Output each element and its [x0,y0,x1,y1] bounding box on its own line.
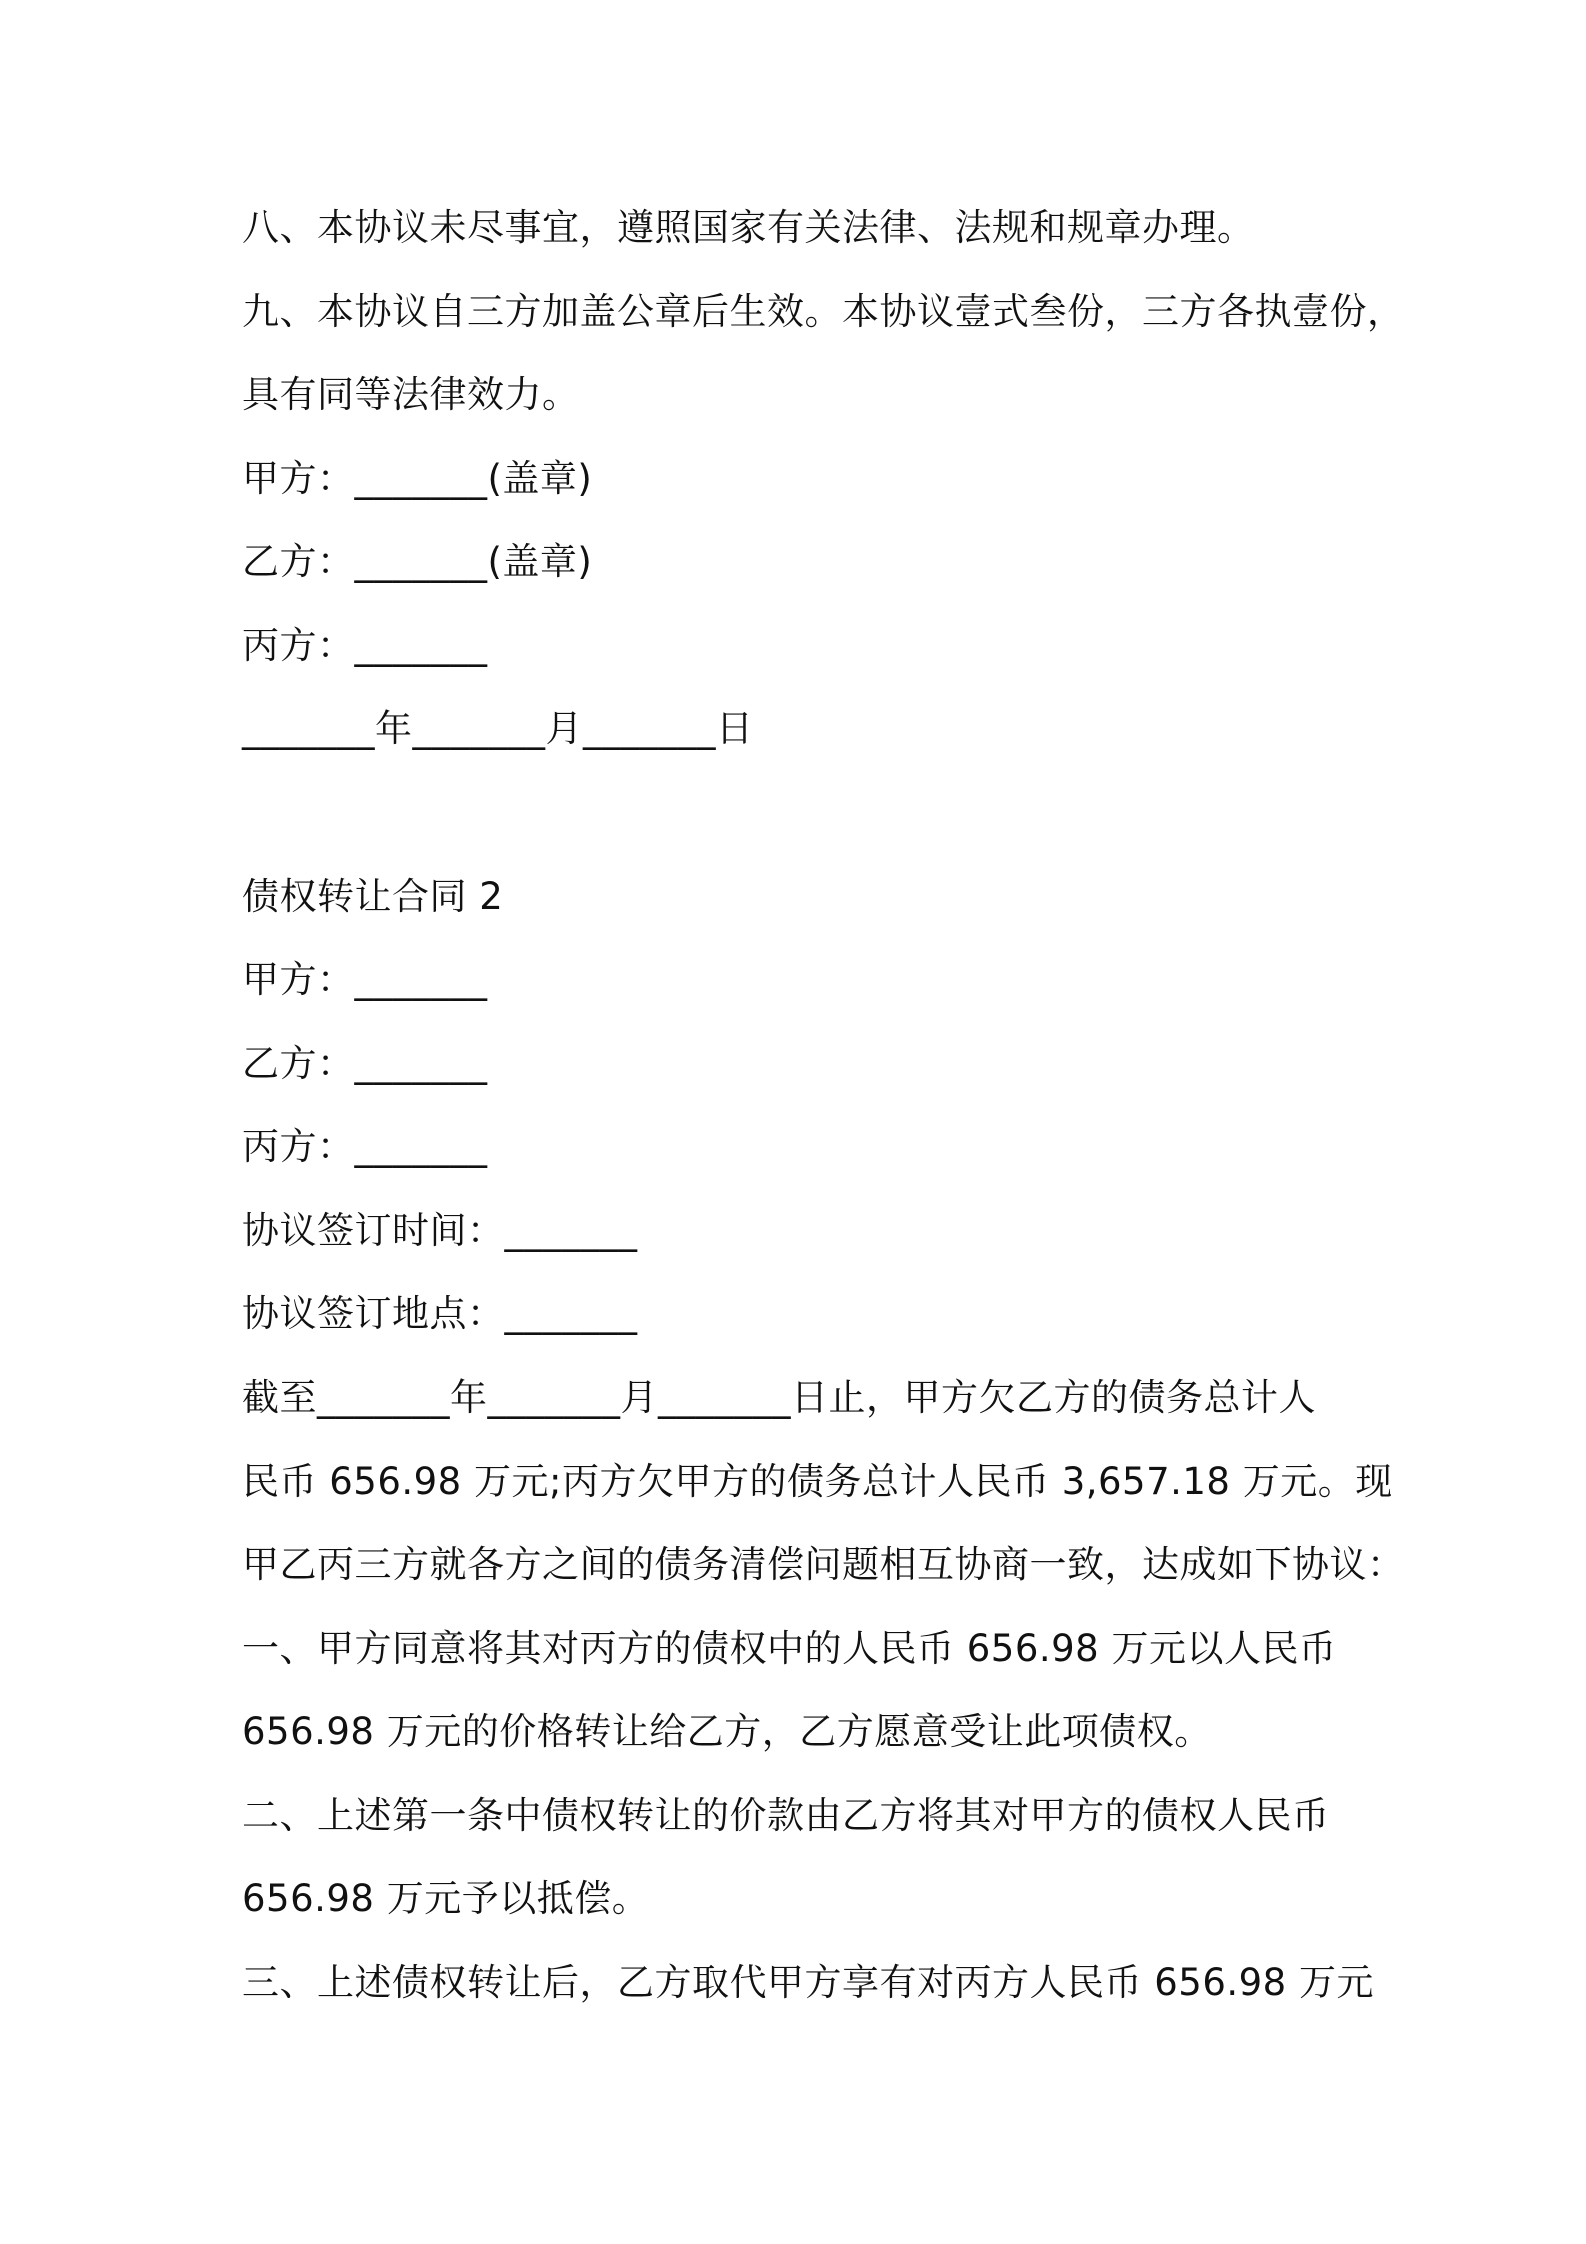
signing-time-line: 协议签订时间：_______ [242,1209,638,1252]
clause-9-line-1: 九、本协议自三方加盖公章后生效。本协议壹式叁份，三方各执壹份， [242,290,1405,333]
clause-1-line-1: 一、甲方同意将其对丙方的债权中的人民币 656.98 万元以人民币 [242,1627,1337,1670]
date-line: _______年_______月_______日 [242,707,754,750]
clause-2-line-1: 二、上述第一条中债权转让的价款由乙方将其对甲方的债权人民币 [242,1794,1330,1837]
party-a-line: 甲方：_______ [242,958,488,1001]
party-b-line: 乙方：_______ [242,1042,488,1085]
signing-place-line: 协议签订地点：_______ [242,1292,638,1335]
clause-1-line-2: 656.98 万元的价格转让给乙方，乙方愿意受让此项债权。 [242,1710,1212,1753]
preamble-line-2: 民币 656.98 万元;丙方欠甲方的债务总计人民币 3,657.18 万元。现 [242,1460,1393,1503]
clause-9-line-2: 具有同等法律效力。 [242,373,580,416]
preamble-line-3: 甲乙丙三方就各方之间的债务清偿问题相互协商一致，达成如下协议： [242,1543,1405,1586]
party-b-seal-line: 乙方：_______(盖章) [242,540,593,583]
clause-3-line-1: 三、上述债权转让后，乙方取代甲方享有对丙方人民币 656.98 万元 [242,1961,1374,2004]
party-c-line: 丙方：_______ [242,624,488,667]
contract-title: 债权转让合同 2 [242,875,504,918]
preamble-line-1: 截至_______年_______月_______日止，甲方欠乙方的债务总计人 [242,1376,1316,1419]
clause-2-line-2: 656.98 万元予以抵偿。 [242,1877,650,1920]
party-a-seal-line: 甲方：_______(盖章) [242,457,593,500]
party-c-line-2: 丙方：_______ [242,1125,488,1168]
clause-8: 八、本协议未尽事宜，遵照国家有关法律、法规和规章办理。 [242,206,1255,249]
